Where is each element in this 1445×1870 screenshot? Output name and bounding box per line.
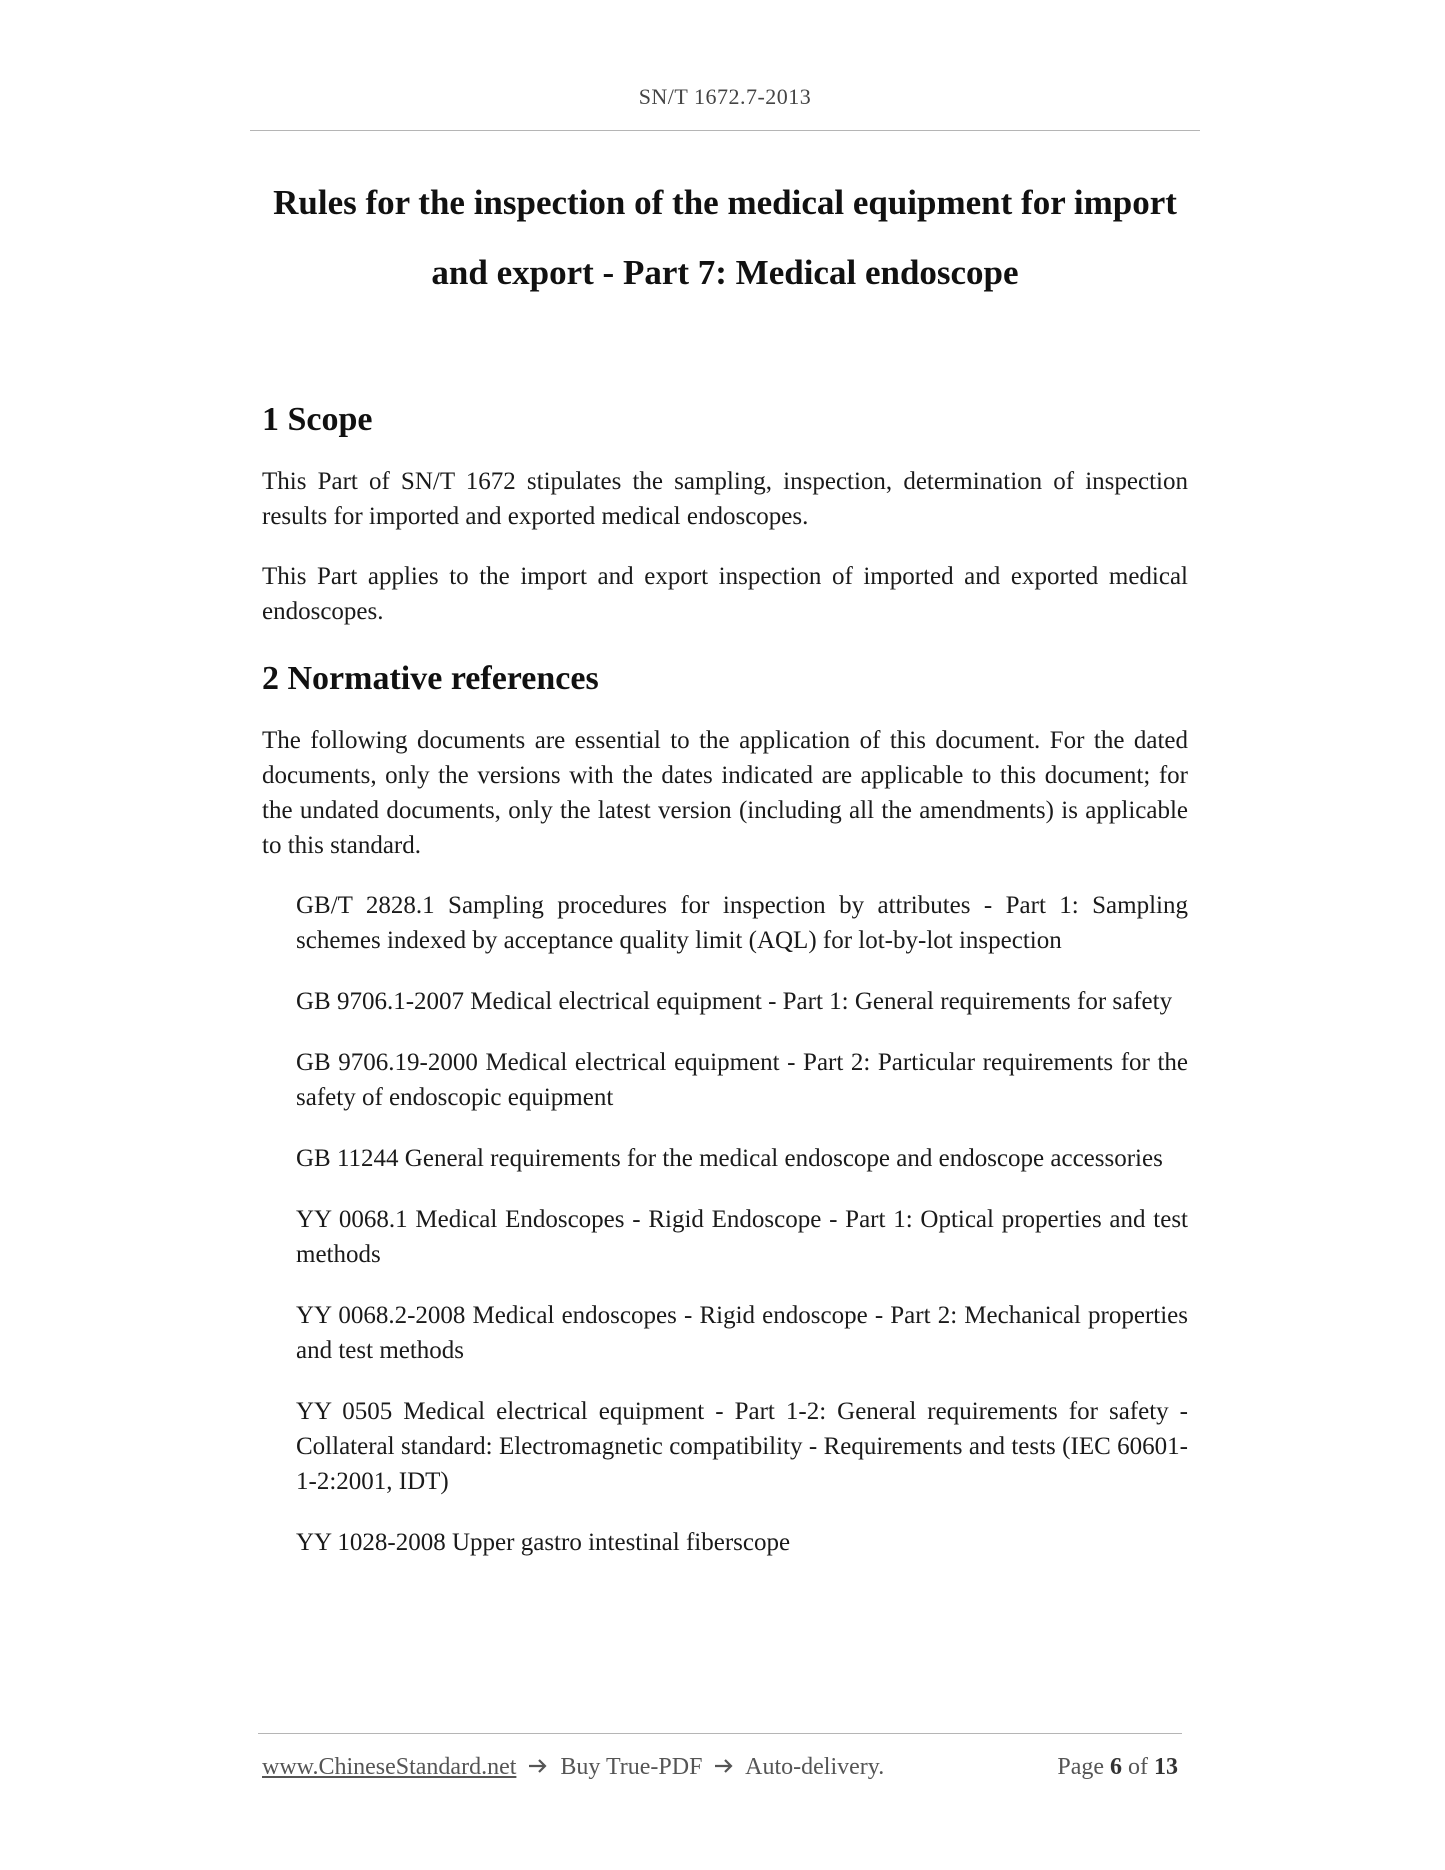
auto-delivery-text: Auto-delivery. [745,1754,885,1780]
page-label: Page [1057,1754,1104,1780]
reference-item: GB 11244 General requirements for the medical endoscope and endoscope accessories [296,1145,1163,1172]
title-line-2: and export - Part 7: Medical endoscope [431,253,1019,292]
reference-item: YY 0068.1 Medical Endoscopes - Rigid Endoscope - Part 1: Optical properties and test methods [296,1206,1188,1268]
reference-item: YY 0505 Medical electrical equipment - Part 1-2: General requirements for safety - Collateral standard: Electromagnetic compatibility - Requirements and tests (IEC 60601-1-2:2001, IDT) [296,1398,1188,1495]
reference-item: YY 0068.2-2008 Medical endoscopes - Rigid endoscope - Part 2: Mechanical properties and test methods [296,1302,1188,1364]
total-pages-number: 13 [1154,1754,1178,1780]
reference-item: GB 9706.1-2007 Medical electrical equipment - Part 1: General requirements for safety [296,988,1173,1015]
footer-left [262,1754,884,1781]
arrow-right-icon [712,1756,736,1776]
document-title [250,168,1200,308]
scope-paragraph-1: This Part of SN/T 1672 stipulates the sampling, inspection, determination of inspection results for imported and exported medical endoscopes. [262,468,1188,530]
section-heading-scope: 1 Scope [262,401,373,438]
document-code-header: SN/T 1672.7-2013 [638,84,812,109]
page-indicator [1057,1754,1178,1781]
website-link[interactable]: www.ChineseStandard.net [262,1754,517,1780]
buy-pdf-text: Buy True-PDF [560,1754,703,1780]
footer-divider [258,1733,1182,1734]
arrow-right-icon [526,1756,550,1776]
reference-item: GB 9706.19-2000 Medical electrical equipment - Part 2: Particular requirements for the safety of endoscopic equipment [296,1049,1188,1111]
header-divider [250,130,1200,131]
reference-item: YY 1028-2008 Upper gastro intestinal fiberscope [296,1529,791,1556]
normative-intro-paragraph: The following documents are essential to the application of this document. For the dated documents, only the versions with the dates indicated are applicable to this document; for the undated documents, only the latest version (including all the amendments) is applicable to this standard. [262,727,1188,859]
of-label: of [1128,1754,1148,1780]
current-page-number: 6 [1110,1754,1122,1780]
document-body [262,398,1188,1586]
scope-paragraph-2: This Part applies to the import and export inspection of imported and exported medical endoscopes. [262,563,1188,625]
title-line-1: Rules for the inspection of the medical equipment for import [273,183,1177,222]
reference-item: GB/T 2828.1 Sampling procedures for inspection by attributes - Part 1: Sampling schemes indexed by acceptance quality limit (AQL) for lot-by-lot inspection [296,892,1188,954]
section-heading-normative-references: 2 Normative references [262,660,599,697]
